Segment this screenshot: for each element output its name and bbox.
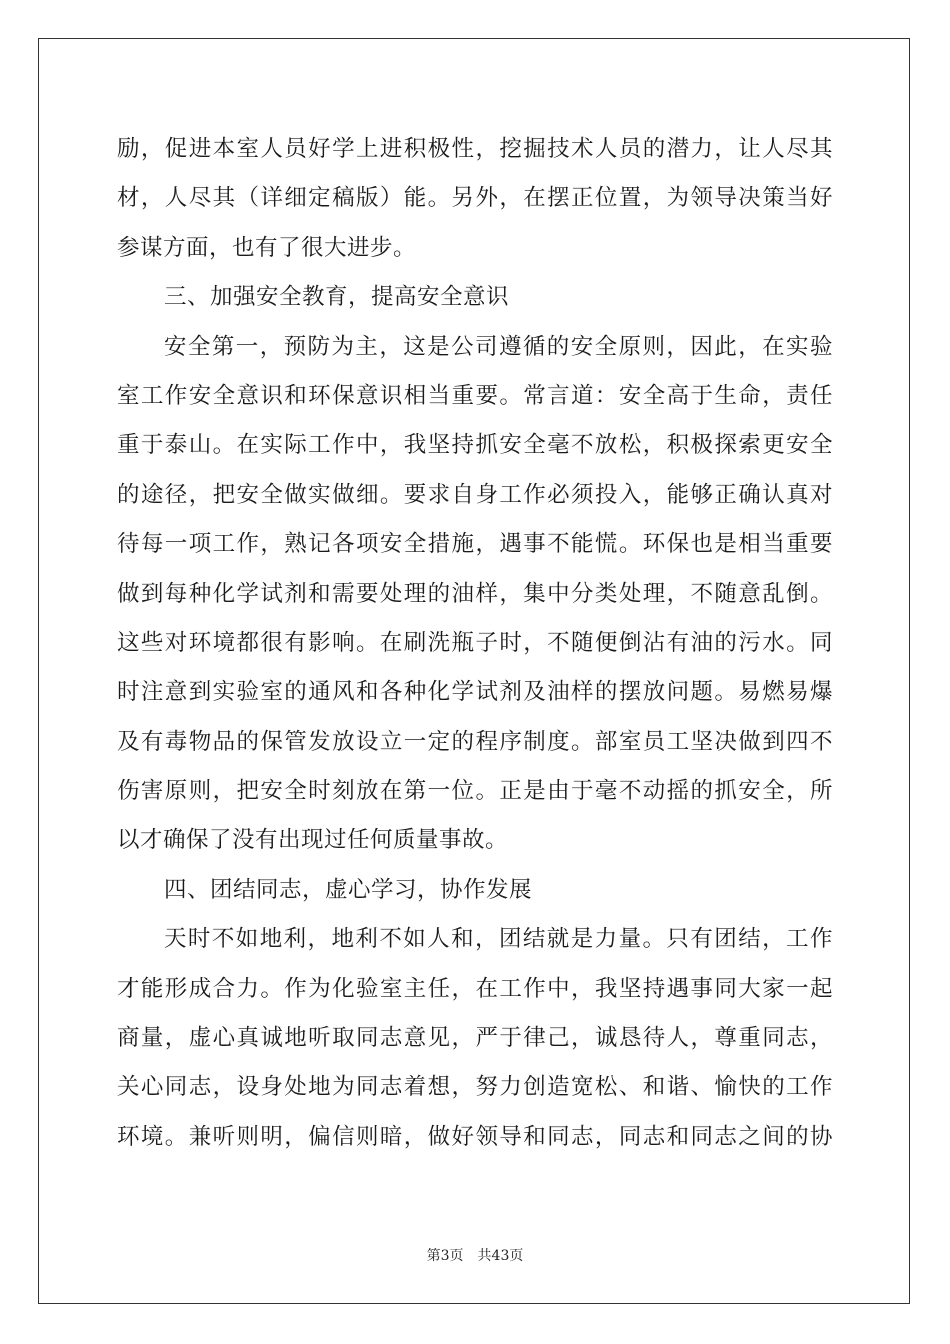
text-line: 励，促进本室人员好学上进积极性，挖掘技术人员的潜力，让人尽其 (117, 136, 833, 162)
text-line: 室工作安全意识和环保意识相当重要。常言道：安全高于生命，责任 (117, 382, 833, 409)
text-line: 的途径，把安全做实做细。要求自身工作必须投入，能够正确认真对 (117, 481, 833, 508)
text-line: 伤害原则，把安全时刻放在第一位。正是由于毫不动摇的抓安全，所 (117, 778, 833, 805)
section-heading: 四、团结同志，虚心学习，协作发展 (164, 876, 533, 903)
text-line: 参谋方面，也有了很大进步。 (117, 234, 417, 261)
text-line: 商量，虚心真诚地听取同志意见，严于律己，诚恳待人，尊重同志， (117, 1025, 833, 1052)
text-line: 以才确保了没有出现过任何质量事故。 (117, 827, 509, 854)
page-footer (0, 1246, 950, 1266)
text-line: 待每一项工作，熟记各项安全措施，遇事不能慌。环保也是相当重要 (117, 531, 833, 558)
text-line: 及有毒物品的保管发放设立一定的程序制度。部室员工坚决做到四不 (117, 728, 833, 755)
text-line: 重于泰山。在实际工作中，我坚持抓安全毫不放松，积极探索更安全 (117, 432, 833, 459)
document-body (117, 125, 833, 1162)
text-line: 才能形成合力。作为化验室主任，在工作中，我坚持遇事同大家一起 (117, 975, 833, 1002)
text-line: 材，人尽其（详细定稿版）能。另外，在摆正位置，为领导决策当好 (117, 185, 833, 212)
text-line: 关心同志，设身处地为同志着想，努力创造宽松、和谐、愉快的工作 (117, 1074, 833, 1101)
section-heading: 三、加强安全教育，提高安全意识 (164, 284, 510, 311)
page-number: 第3页 (426, 1248, 464, 1264)
text-line: 这些对环境都很有影响。在刷洗瓶子时，不随便倒沾有油的污水。同 (117, 629, 833, 656)
page-total: 共43页 (477, 1248, 524, 1264)
text-line: 时注意到实验室的通风和各种化学试剂及油样的摆放问题。易燃易爆 (117, 679, 833, 706)
text-line: 做到每种化学试剂和需要处理的油样，集中分类处理，不随意乱倒。 (117, 580, 833, 607)
paragraph-start-line: 安全第一，预防为主，这是公司遵循的安全原则，因此，在实验 (164, 333, 833, 360)
text-line: 环境。兼听则明，偏信则暗，做好领导和同志，同志和同志之间的协 (117, 1123, 833, 1150)
paragraph-start-line: 天时不如地利，地利不如人和，团结就是力量。只有团结，工作 (164, 926, 833, 953)
